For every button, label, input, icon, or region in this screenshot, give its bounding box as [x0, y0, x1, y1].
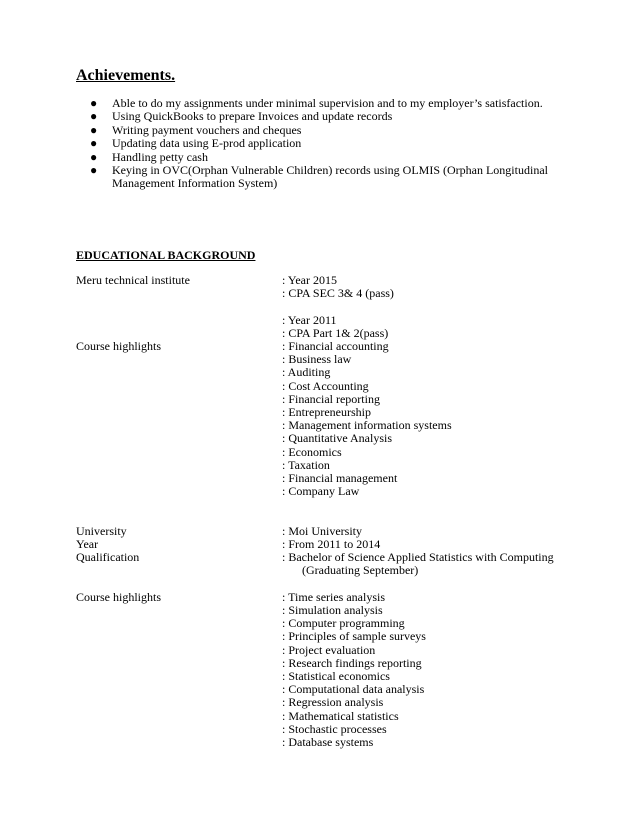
- row-value: : Year 2011: [282, 312, 337, 327]
- row-value: : Company Law: [282, 484, 360, 499]
- achievement-text: Handling petty cash: [112, 149, 208, 164]
- row-value: : Management information systems: [282, 418, 452, 433]
- row-value: : Auditing: [282, 365, 331, 380]
- row-label: Qualification: [76, 550, 140, 565]
- row-value: : Principles of sample surveys: [282, 629, 426, 644]
- bullet-icon: ●: [90, 136, 98, 151]
- list-item: [76, 151, 556, 164]
- achievement-text: Keying in OVC(Orphan Vulnerable Children) records using OLMIS (Orphan Longitudinal Management Information System): [112, 163, 548, 191]
- row-value: : CPA Part 1& 2(pass): [282, 325, 389, 340]
- bullet-icon: ●: [90, 96, 98, 110]
- table-row: [0, 393, 638, 406]
- row-value: : Economics: [282, 444, 342, 459]
- table-row: [0, 327, 638, 340]
- row-value: : Financial management: [282, 471, 398, 485]
- table-row: [0, 564, 638, 577]
- table-row: [0, 366, 638, 379]
- row-value: : Quantitative Analysis: [282, 431, 392, 446]
- list-item: [76, 137, 556, 150]
- row-value: : Research findings reporting: [282, 655, 422, 670]
- row-value: : CPA SEC 3& 4 (pass): [282, 286, 394, 301]
- row-value: : Simulation analysis: [282, 603, 383, 617]
- table-row: [0, 485, 638, 498]
- table-row: [0, 723, 638, 736]
- row-value: : Time series analysis: [282, 589, 386, 604]
- row-label: Meru technical institute: [76, 273, 190, 287]
- achievements-heading: Achievements.: [76, 67, 176, 84]
- table-row: [0, 710, 638, 723]
- row-value: (Graduating September): [302, 563, 419, 578]
- row-value: : Stochastic processes: [282, 721, 387, 736]
- bullet-icon: ●: [90, 122, 98, 137]
- table-row: [0, 551, 638, 564]
- row-label: Year: [76, 537, 99, 551]
- list-item: [76, 110, 556, 123]
- row-value: : Regression analysis: [282, 695, 384, 710]
- row-value: : Taxation: [282, 457, 330, 472]
- bullet-icon: ●: [90, 109, 98, 124]
- achievement-text: Writing payment vouchers and cheques: [112, 122, 302, 137]
- row-value: : Computational data analysis: [282, 682, 425, 697]
- table-row: [0, 617, 638, 630]
- achievement-text: Able to do my assignments under minimal supervision and to my employer’s satisfaction.: [112, 96, 543, 110]
- table-row: [0, 683, 638, 696]
- row-label: Course highlights: [76, 339, 162, 353]
- table-row: [0, 657, 638, 670]
- row-value: : Financial accounting: [282, 339, 389, 353]
- row-value: : Cost Accounting: [282, 378, 369, 393]
- row-value: : Statistical economics: [282, 669, 390, 683]
- table-row: [0, 736, 638, 749]
- table-row: [0, 432, 638, 445]
- education-heading: EDUCATIONAL BACKGROUND: [76, 248, 256, 262]
- list-item: [76, 97, 556, 110]
- row-value: : Database systems: [282, 735, 374, 749]
- table-row: [0, 419, 638, 432]
- achievement-text: Using QuickBooks to prepare Invoices and update records: [112, 109, 393, 124]
- row-value: : Moi University: [282, 523, 362, 538]
- achievements-list: [76, 97, 556, 191]
- table-row: [0, 380, 638, 393]
- row-value: : Entrepreneurship: [282, 405, 371, 419]
- row-label: University: [76, 523, 127, 538]
- row-value: : Business law: [282, 352, 352, 367]
- table-row: [0, 287, 638, 300]
- row-value: : Financial reporting: [282, 391, 380, 406]
- row-value: : From 2011 to 2014: [282, 537, 381, 551]
- list-item: [76, 164, 556, 191]
- row-value: : Year 2015: [282, 273, 338, 287]
- row-value: : Bachelor of Science Applied Statistics with Computing: [282, 550, 554, 565]
- row-label: Course highlights: [76, 589, 162, 604]
- table-row: [0, 696, 638, 709]
- row-value: : Mathematical statistics: [282, 708, 399, 723]
- row-value: : Project evaluation: [282, 642, 376, 657]
- bullet-icon: ●: [90, 149, 98, 164]
- table-row: [0, 630, 638, 643]
- achievement-text: Updating data using E-prod application: [112, 136, 302, 151]
- table-row: [0, 591, 638, 604]
- row-value: : Computer programming: [282, 616, 405, 631]
- table-row: [0, 459, 638, 472]
- table-row: [0, 644, 638, 657]
- bullet-icon: ●: [90, 163, 98, 178]
- table-row: [0, 353, 638, 366]
- table-row: [0, 525, 638, 538]
- list-item: [76, 124, 556, 137]
- table-row: [0, 446, 638, 459]
- table-row: [0, 314, 638, 327]
